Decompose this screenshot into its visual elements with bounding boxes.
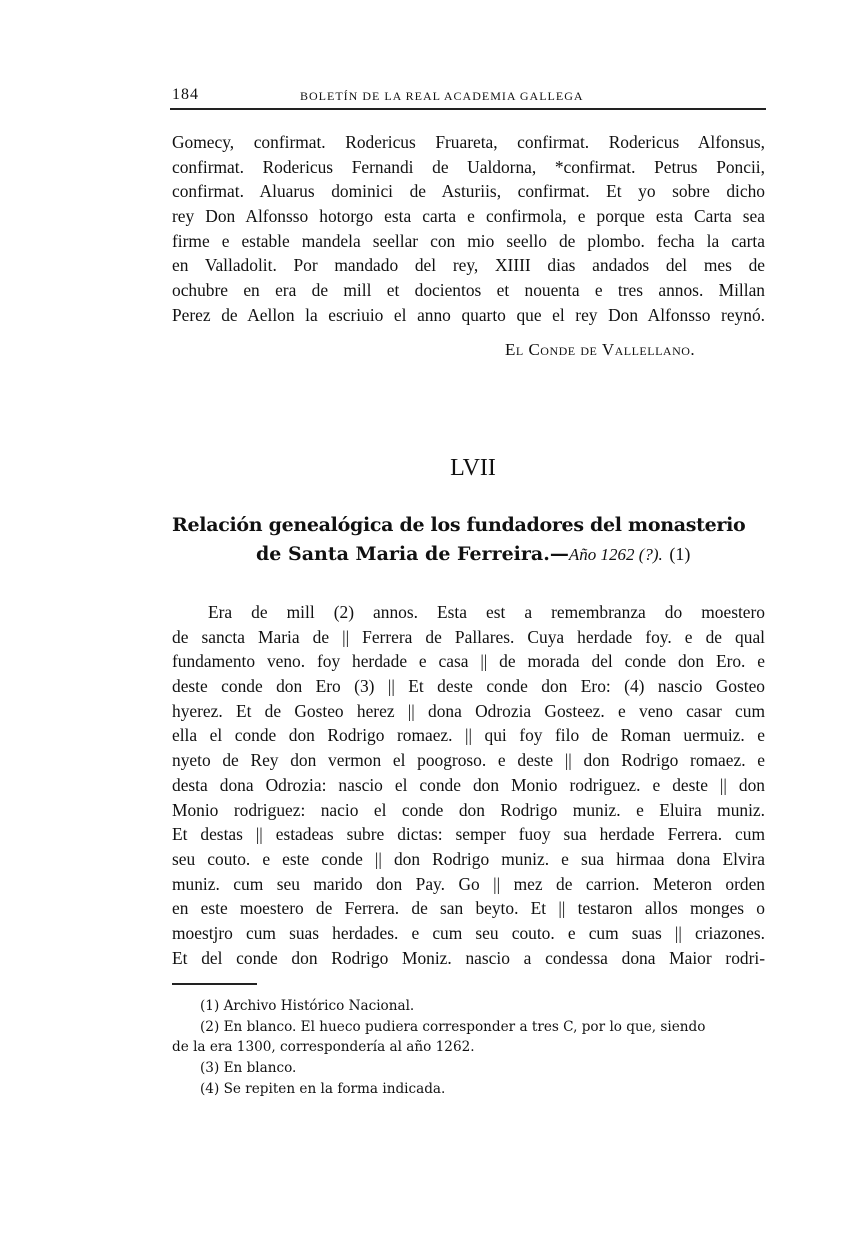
signature: El Conde de Vallellano. — [505, 340, 696, 359]
text-line: rey Don Alfonsso hotorgo esta carta e confirmola, e porque esta Carta sea — [172, 206, 765, 227]
text-line: Gomecy, confirmat. Rodericus Fruareta, confirmat. Rodericus Alfonsus, — [172, 132, 765, 152]
title-line-2 — [256, 543, 690, 565]
text-line: Monio rodriguez: nacio el conde don Rodrigo muniz. e Eluira muniz. — [172, 799, 765, 820]
text-line: en este moestero de Ferrera. de san beyto. Et || testaron allos monges o — [172, 898, 765, 919]
text-line: seu couto. e este conde || don Rodrigo muniz. e sua hirmaa dona Elvira — [172, 848, 765, 869]
text-line: moestjro cum suas herdades. e cum seu couto. e cum suas || criazones. — [172, 922, 765, 943]
running-header — [172, 86, 765, 108]
document-body — [172, 600, 765, 970]
text-line: deste conde don Ero (3) || Et deste conde don Ero: (4) nascio Gosteo — [172, 676, 765, 697]
text-line: en Valladolit. Por mandado del rey, XIIII dias andados del mes de — [172, 255, 765, 276]
text-line: hyerez. Et de Gosteo herez || dona Odrozia Gosteez. e veno casar cum — [172, 700, 765, 721]
text-line: Perez de Aellon la escriuio el anno quarto que el rey Don Alfonsso reynó. — [172, 304, 765, 325]
footnotes — [172, 996, 765, 1099]
text-line: ella el conde don Rodrigo romaez. || qui foy filo de Roman uermuiz. e — [172, 725, 765, 746]
text-line: muniz. cum seu marido don Pay. Go || mez de carrion. Meteron orden — [172, 873, 765, 894]
text-line: confirmat. Rodericus Fernandi de Ualdorna, *confirmat. Petrus Poncii, — [172, 156, 765, 177]
text-line: ochubre en era de mill et docientos et nouenta e tres annos. Millan — [172, 280, 765, 301]
text-line: fundamento veno. foy herdade e casa || de morada del conde don Ero. e — [172, 651, 765, 672]
text-line: nyeto de Rey don vermon el poogroso. e deste || don Rodrigo romaez. e — [172, 750, 765, 771]
text-line: Era de mill (2) annos. Esta est a remembranza do moestero — [208, 602, 765, 622]
footnote: (3) En blanco. — [200, 1060, 297, 1077]
header-rule — [170, 108, 766, 110]
footnote-continuation: de la era 1300, correspondería al año 1262. — [172, 1039, 475, 1056]
document-number: LVII — [450, 455, 496, 481]
footnote-rule — [172, 983, 257, 985]
text-line: confirmat. Aluarus dominici de Asturiis, confirmat. Et yo sobre dicho — [172, 181, 765, 202]
footnote-ref: (1) — [669, 544, 691, 564]
title-line-1: Relación genealógica de los fundadores del monasterio — [172, 514, 746, 536]
running-title: BOLETÍN DE LA REAL ACADEMIA GALLEGA — [300, 89, 584, 103]
footnote: (1) Archivo Histórico Nacional. — [200, 998, 415, 1014]
page-number: 184 — [172, 86, 199, 103]
text-line: firme e estable mandela seellar con mio seello de plombo. fecha la carta — [172, 230, 765, 251]
footnote: (2) En blanco. El hueco pudiera corresponder a tres C, por lo que, siendo — [200, 1018, 706, 1035]
previous-document-text — [172, 130, 765, 328]
text-line: Et del conde don Rodrigo Moniz. nascio a condessa dona Maior rodri- — [172, 947, 765, 968]
title-text: de Santa Maria de Ferreira.— — [256, 543, 569, 565]
footnote: (4) Se repiten en la forma indicada. — [200, 1080, 446, 1097]
title-date: Año 1262 (?). — [568, 545, 663, 564]
text-line: Et destas || estadeas subre dictas: semper fuoy sua herdade Ferrera. cum — [172, 824, 765, 845]
text-line: desta dona Odrozia: nascio el conde don Monio rodriguez. e deste || don — [172, 774, 765, 795]
text-line: de sancta Maria de || Ferrera de Pallares. Cuya herdade foy. e de qual — [172, 626, 765, 647]
